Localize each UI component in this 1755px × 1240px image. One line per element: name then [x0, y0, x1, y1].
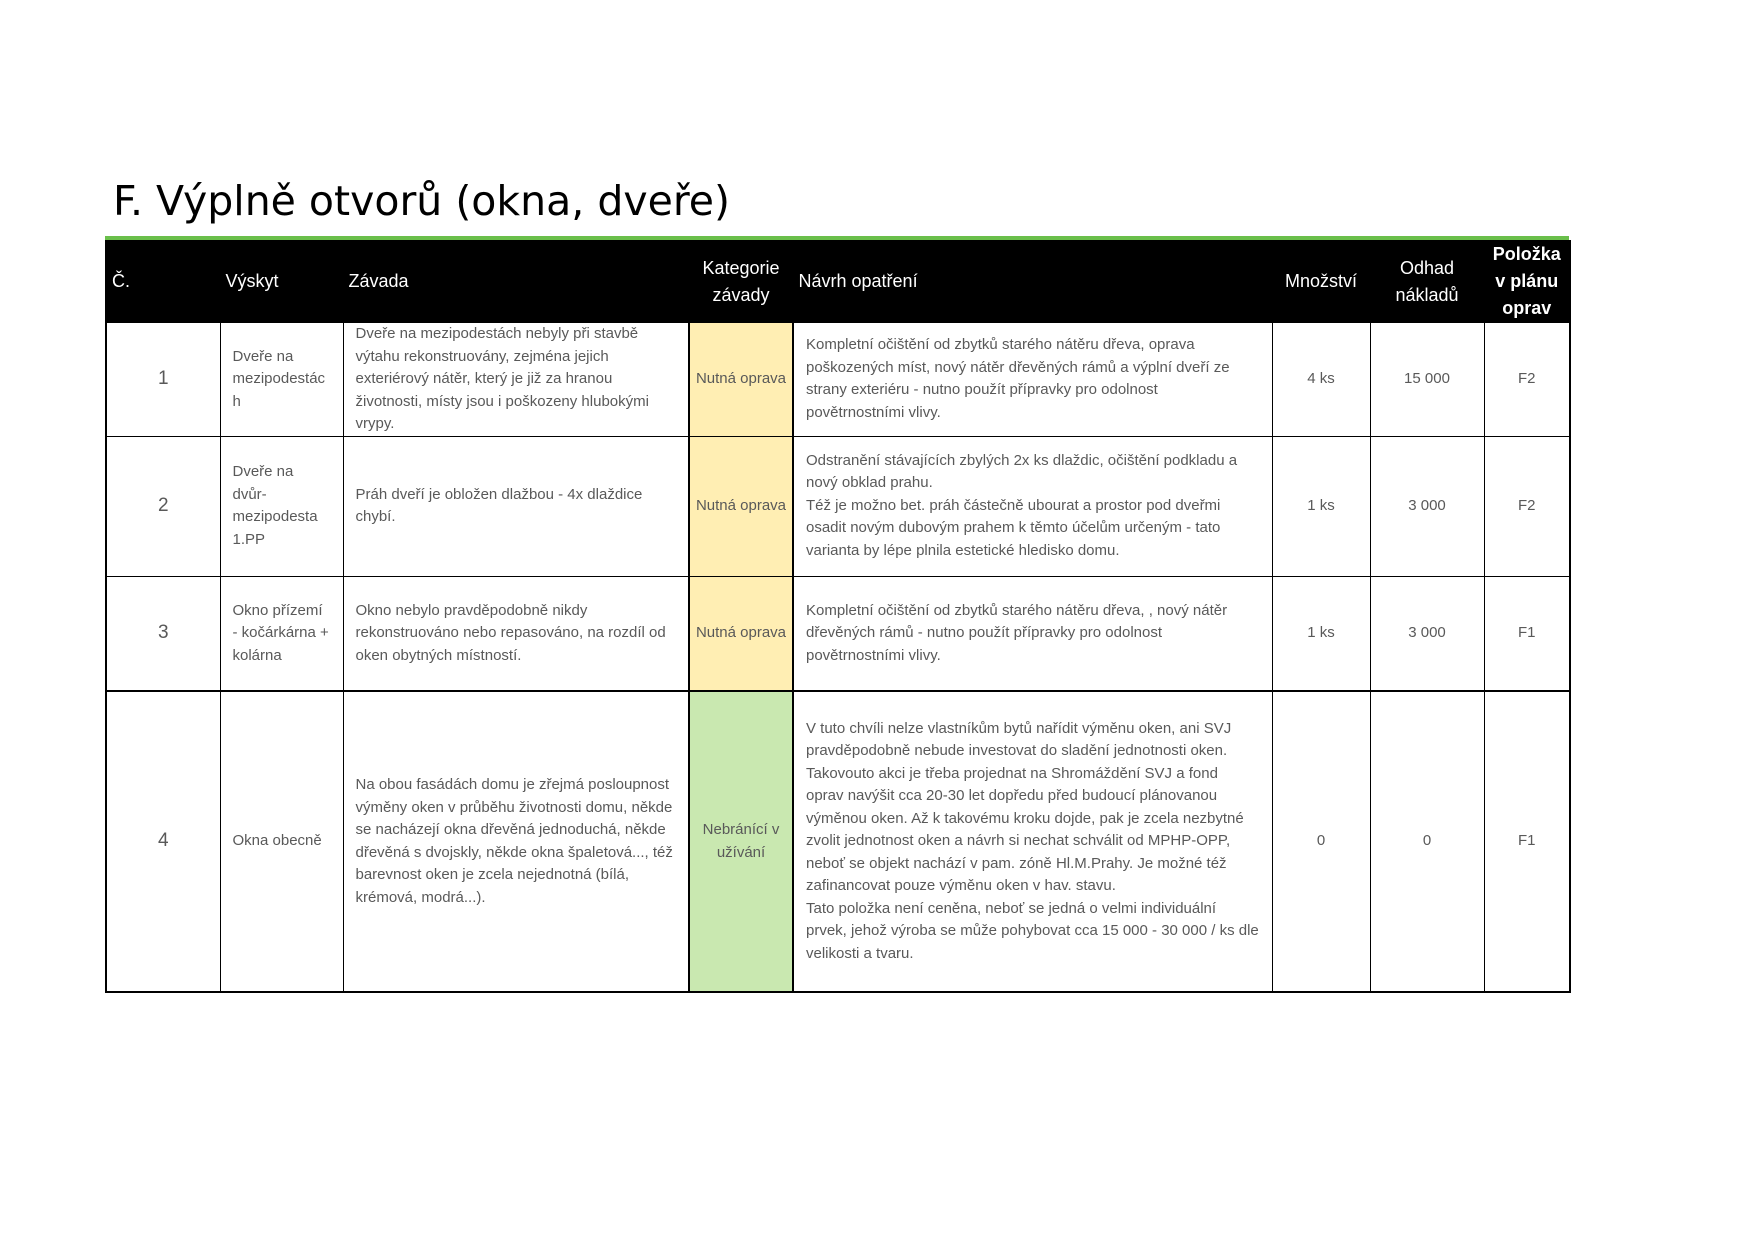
row-cost: 3 000	[1370, 436, 1484, 576]
header-quantity: Množství	[1272, 241, 1370, 323]
row-measure: V tuto chvíli nelze vlastníkům bytů nařídit výměnu oken, ani SVJ pravděpodobně nebude investovat do sladění jednotnosti oken. Takovouto akci je třeba projednat na Shromáždění SVJ a fond oprav navýšit cca 20-30 let dopředu před budoucí plánovanou výměnou oken. Až k takovému kroku dojde, pak je zcela nezbytné zvolit jednotnost oken a návrh si nechat schválit od MPHP-OPP, neboť se objekt nachází v pam. zóně Hl.M.Prahy. Je možné též zafinancovat pouze výměnu oken v hav. stavu. Tato položka není ceněna, neboť se jedná o velmi individuální prvek, jehož výroba se může pohybovat cca 15 000 - 30 000 / ks dle velikosti a tvaru.	[793, 691, 1272, 992]
row-location: Okno přízemí - kočárkárna + kolárna	[220, 576, 343, 691]
page-title: F. Výplně otvorů (okna, dveře)	[113, 177, 731, 225]
row-category: Nutná oprava	[689, 436, 793, 576]
header-defect: Závada	[343, 241, 689, 323]
defects-table	[105, 240, 1571, 993]
row-number: 4	[106, 691, 220, 992]
row-category: Nutná oprava	[689, 323, 793, 437]
row-defect: Okno nebylo pravděpodobně nikdy rekonstruováno nebo repasováno, na rozdíl od oken obytných místností.	[343, 576, 689, 691]
row-cost: 15 000	[1370, 323, 1484, 437]
row-quantity: 0	[1272, 691, 1370, 992]
row-number: 2	[106, 436, 220, 576]
header-plan-item: Položka v plánu oprav	[1484, 241, 1570, 323]
row-quantity: 1 ks	[1272, 576, 1370, 691]
row-plan-item: F1	[1484, 576, 1570, 691]
row-measure: Odstranění stávajících zbylých 2x ks dlaždic, očištění podkladu a nový obklad prahu. Též je možno bet. práh částečně ubourat a prostor pod dveřmi osadit novým dubovým prahem k těmto účelům určeným - tato varianta by lépe plnila estetické hledisko domu.	[793, 436, 1272, 576]
header-cost: Odhad nákladů	[1370, 241, 1484, 323]
row-quantity: 4 ks	[1272, 323, 1370, 437]
row-measure: Kompletní očištění od zbytků starého nátěru dřeva, , nový nátěr dřevěných rámů - nutno použít přípravky pro odolnost povětrnostními vlivy.	[793, 576, 1272, 691]
row-plan-item: F1	[1484, 691, 1570, 992]
table-row	[106, 436, 1570, 576]
row-plan-item: F2	[1484, 436, 1570, 576]
row-category: Nebránící v užívání	[689, 691, 793, 992]
row-defect: Práh dveří je obložen dlažbou - 4x dlaždice chybí.	[343, 436, 689, 576]
row-cost: 3 000	[1370, 576, 1484, 691]
header-measure: Návrh opatření	[793, 241, 1272, 323]
row-location: Dveře na mezipodestách	[220, 323, 343, 437]
row-cost: 0	[1370, 691, 1484, 992]
table-row	[106, 576, 1570, 691]
row-defect: Na obou fasádách domu je zřejmá posloupnost výměny oken v průběhu životnosti domu, někde se nacházejí okna dřevěná jednoduchá, někde dřevěná s dvojskly, někde okna špaletová..., též barevnost oken je zcela nejednotná (bílá, krémová, modrá...).	[343, 691, 689, 992]
row-defect: Dveře na mezipodestách nebyly při stavbě výtahu rekonstruovány, zejména jejich exteriérový nátěr, který je již za hranou životnosti, místy jsou i poškozeny hlubokými vrypy.	[343, 323, 689, 437]
row-quantity: 1 ks	[1272, 436, 1370, 576]
header-category: Kategorie závady	[689, 241, 793, 323]
row-location: Okna obecně	[220, 691, 343, 992]
header-location: Výskyt	[220, 241, 343, 323]
table-header-row	[106, 241, 1570, 323]
row-location: Dveře na dvůr- mezipodesta 1.PP	[220, 436, 343, 576]
row-number: 3	[106, 576, 220, 691]
row-plan-item: F2	[1484, 323, 1570, 437]
table-row	[106, 691, 1570, 992]
row-number: 1	[106, 323, 220, 437]
header-number: Č.	[106, 241, 220, 323]
table-row	[106, 323, 1570, 437]
row-measure: Kompletní očištění od zbytků starého nátěru dřeva, oprava poškozených míst, nový nátěr dřevěných rámů a výplní dveří ze strany exteriéru - nutno použít přípravky pro odolnost povětrnostními vlivy.	[793, 323, 1272, 437]
row-category: Nutná oprava	[689, 576, 793, 691]
